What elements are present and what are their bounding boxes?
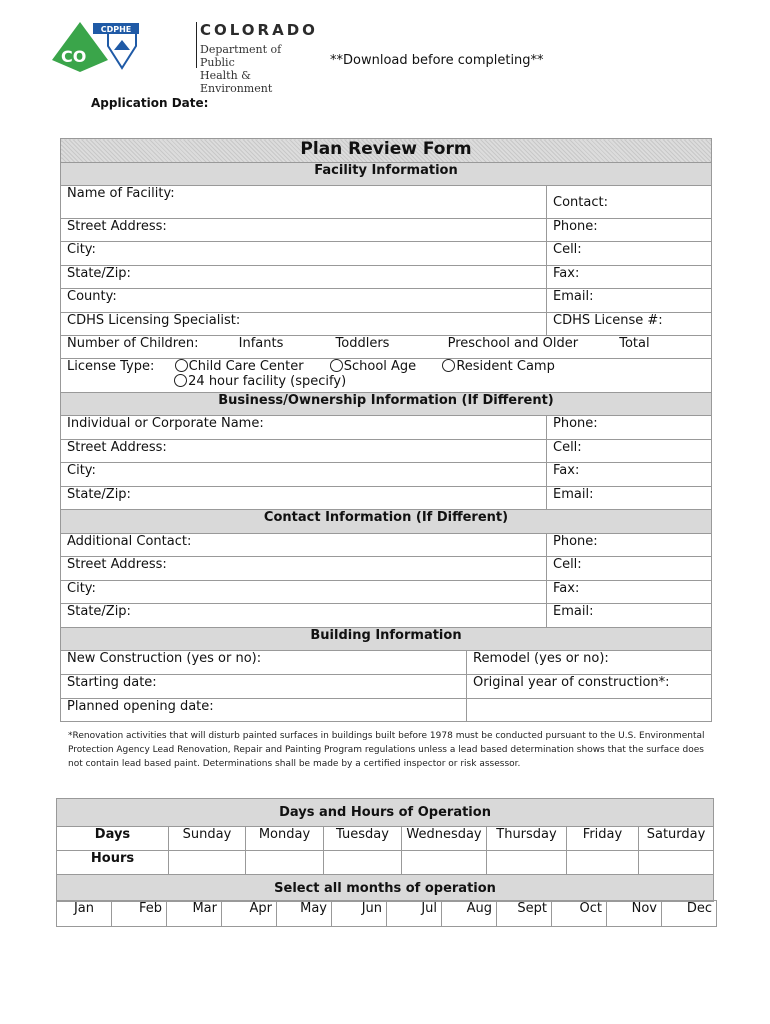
- day-saturday: Saturday: [639, 827, 714, 851]
- month-jul[interactable]: Jul: [387, 901, 442, 927]
- application-date-label: Application Date:: [91, 96, 209, 110]
- toddlers-label: Toddlers: [335, 336, 390, 351]
- facility-city-field[interactable]: City:: [61, 242, 547, 266]
- contact-cell-field[interactable]: Cell:: [547, 557, 712, 581]
- month-aug[interactable]: Aug: [442, 901, 497, 927]
- resident-camp-radio[interactable]: Resident Camp: [442, 359, 555, 374]
- logo-department: Department of Public Health & Environment: [200, 43, 282, 95]
- month-feb[interactable]: Feb: [112, 901, 167, 927]
- day-sunday: Sunday: [169, 827, 246, 851]
- contact-email-field[interactable]: Email:: [547, 604, 712, 628]
- radio-circle-icon: [330, 359, 343, 372]
- business-cell-field[interactable]: Cell:: [547, 440, 712, 463]
- days-label: Days: [57, 827, 169, 851]
- 24-hour-facility-radio[interactable]: 24 hour facility (specify): [174, 374, 346, 389]
- month-may[interactable]: May: [277, 901, 332, 927]
- svg-text:CO: CO: [61, 47, 87, 66]
- months-heading: Select all months of operation: [57, 875, 714, 902]
- month-nov[interactable]: Nov: [607, 901, 662, 927]
- license-number-field[interactable]: CDHS License #:: [547, 313, 712, 336]
- infants-label: Infants: [238, 336, 284, 351]
- month-apr[interactable]: Apr: [222, 901, 277, 927]
- hours-sunday-field[interactable]: [169, 851, 246, 875]
- hours-row: [57, 851, 714, 875]
- planned-opening-field[interactable]: Planned opening date:: [61, 699, 467, 722]
- month-sept[interactable]: Sept: [497, 901, 552, 927]
- days-row: [57, 827, 714, 851]
- facility-state-zip-field[interactable]: State/Zip:: [61, 266, 547, 289]
- facility-name-field[interactable]: Name of Facility:: [61, 186, 547, 219]
- child-care-center-radio[interactable]: Child Care Center: [175, 359, 304, 374]
- svg-text:CDPHE: CDPHE: [100, 25, 132, 34]
- radio-circle-icon: [174, 374, 187, 387]
- contact-fax-field[interactable]: Fax:: [547, 581, 712, 604]
- cdphe-logo: [50, 20, 318, 95]
- facility-heading: Facility Information: [61, 163, 712, 186]
- additional-contact-field[interactable]: Additional Contact:: [61, 534, 547, 557]
- day-thursday: Thursday: [487, 827, 567, 851]
- hours-thursday-field[interactable]: [487, 851, 567, 875]
- facility-county-field[interactable]: County:: [61, 289, 547, 313]
- building-heading: Building Information: [61, 628, 712, 651]
- facility-fax-field[interactable]: Fax:: [547, 266, 712, 289]
- business-phone-field[interactable]: Phone:: [547, 416, 712, 440]
- business-fax-field[interactable]: Fax:: [547, 463, 712, 487]
- month-oct[interactable]: Oct: [552, 901, 607, 927]
- number-of-children-row[interactable]: Number of Children: Infants Toddlers Preschool and Older Total: [61, 336, 712, 359]
- month-jan[interactable]: Jan: [57, 901, 112, 927]
- radio-circle-icon: [175, 359, 188, 372]
- contact-heading: Contact Information (If Different): [61, 510, 712, 534]
- total-label: Total: [619, 336, 650, 351]
- days-hours-heading: Days and Hours of Operation: [57, 799, 714, 827]
- hours-wednesday-field[interactable]: [402, 851, 487, 875]
- lead-paint-footnote: *Renovation activities that will disturb painted surfaces in buildings built before 1978 must be conducted pursuant to the U.S. Environmental Protection Agency Lead Renovation, Repair and Painting Program regulations unless a lead based determination shows that the surface does not contain lead based paint. Determinations shall be made by a certified inspector or risk assessor.: [68, 731, 705, 769]
- day-tuesday: Tuesday: [324, 827, 402, 851]
- business-street-field[interactable]: Street Address:: [61, 440, 547, 463]
- contact-city-field[interactable]: City:: [61, 581, 547, 604]
- logo-state-name: COLORADO: [200, 21, 318, 39]
- hours-tuesday-field[interactable]: [324, 851, 402, 875]
- preschool-label: Preschool and Older: [447, 336, 579, 351]
- contact-street-field[interactable]: Street Address:: [61, 557, 547, 581]
- business-name-field[interactable]: Individual or Corporate Name:: [61, 416, 547, 440]
- hours-label: Hours: [57, 851, 169, 875]
- contact-state-zip-field[interactable]: State/Zip:: [61, 604, 547, 628]
- facility-email-field[interactable]: Email:: [547, 289, 712, 313]
- empty-cell: [467, 699, 712, 722]
- form-title: Plan Review Form: [61, 139, 712, 163]
- hours-friday-field[interactable]: [567, 851, 639, 875]
- original-year-field[interactable]: Original year of construction*:: [467, 675, 712, 699]
- license-type-row: License Type: Child Care Center School Age Resident Camp 24 hour facility (specify): [61, 359, 712, 393]
- radio-circle-icon: [442, 359, 455, 372]
- business-email-field[interactable]: Email:: [547, 487, 712, 510]
- business-state-zip-field[interactable]: State/Zip:: [61, 487, 547, 510]
- month-mar[interactable]: Mar: [167, 901, 222, 927]
- months-table: [56, 900, 717, 927]
- download-note: **Download before completing**: [330, 53, 544, 68]
- new-construction-field[interactable]: New Construction (yes or no):: [61, 651, 467, 675]
- facility-phone-field[interactable]: Phone:: [547, 219, 712, 242]
- day-monday: Monday: [246, 827, 324, 851]
- hours-saturday-field[interactable]: [639, 851, 714, 875]
- contact-phone-field[interactable]: Phone:: [547, 534, 712, 557]
- month-jun[interactable]: Jun: [332, 901, 387, 927]
- logo-divider: [196, 22, 197, 68]
- school-age-radio[interactable]: School Age: [330, 359, 416, 374]
- facility-contact-field[interactable]: Contact:: [547, 186, 712, 219]
- facility-cell-field[interactable]: Cell:: [547, 242, 712, 266]
- month-dec[interactable]: Dec: [662, 901, 717, 927]
- facility-street-field[interactable]: Street Address:: [61, 219, 547, 242]
- licensing-specialist-field[interactable]: CDHS Licensing Specialist:: [61, 313, 547, 336]
- remodel-field[interactable]: Remodel (yes or no):: [467, 651, 712, 675]
- day-wednesday: Wednesday: [402, 827, 487, 851]
- starting-date-field[interactable]: Starting date:: [61, 675, 467, 699]
- days-hours-table: [56, 798, 714, 902]
- months-row: [57, 901, 717, 927]
- colorado-logo-icon: [50, 20, 140, 72]
- business-heading: Business/Ownership Information (If Different): [61, 393, 712, 416]
- day-friday: Friday: [567, 827, 639, 851]
- plan-review-form: [60, 138, 712, 722]
- hours-monday-field[interactable]: [246, 851, 324, 875]
- business-city-field[interactable]: City:: [61, 463, 547, 487]
